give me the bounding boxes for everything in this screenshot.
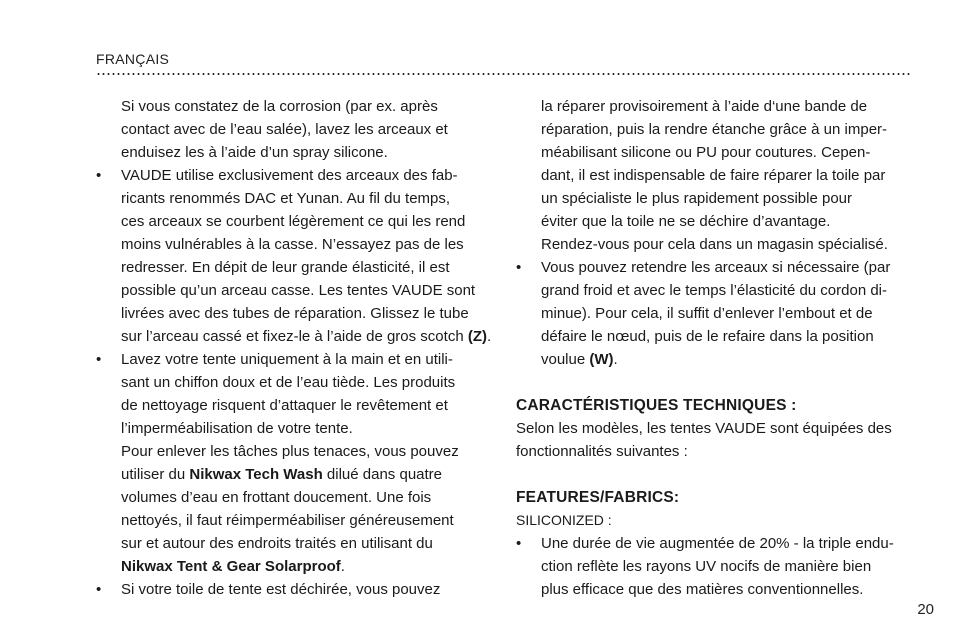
spacer	[516, 463, 916, 486]
bullet-icon: •	[516, 535, 522, 552]
text-fragment: .	[613, 351, 618, 368]
text-line: sur et autour des endroits traités en utilisant du	[121, 535, 433, 552]
reference-label: (Z)	[467, 328, 487, 345]
tech-heading: CARACTÉRISTIQUES TECHNIQUES :	[516, 397, 797, 414]
left-column	[96, 95, 496, 601]
text-line: Si vous constatez de la corrosion (par ex. après	[121, 98, 438, 115]
text-line: enduisez les à l’aide d’un spray silicone.	[121, 144, 388, 161]
text-line: Si votre toile de tente est déchirée, vous pouvez	[121, 581, 441, 598]
text-line: sant un chiffon doux et de l’eau tiède. Les produits	[121, 374, 456, 391]
text-line: Vous pouvez retendre les arceaux si nécessaire (par	[541, 259, 891, 276]
text-line	[541, 348, 916, 371]
text-line: ces arceaux se courbent légèrement ce qui les rend	[121, 213, 466, 230]
text-line: défaire le nœud, puis de le refaire dans la position	[541, 328, 874, 345]
bullet-icon: •	[96, 167, 102, 184]
features-heading: FEATURES/FABRICS:	[516, 489, 680, 506]
text-line: un spécialiste le plus rapidement possible pour	[541, 190, 853, 207]
spacer	[516, 371, 916, 394]
siliconized-label: SILICONIZED :	[516, 512, 612, 528]
dotted-divider	[96, 73, 912, 75]
corrosion-continuation	[96, 95, 496, 164]
language-header: FRANÇAIS	[96, 51, 170, 67]
text-fragment: .	[340, 558, 345, 575]
text-line: minue). Pour cela, il suffit d’enlever l’embout et de	[541, 305, 873, 322]
text-fragment: dilué dans quatre	[322, 466, 443, 483]
text-line: nettoyés, il faut réimperméabiliser généreusement	[121, 512, 454, 529]
text-line: Rendez-vous pour cela dans un magasin spécialisé.	[541, 236, 888, 253]
text-fragment: utiliser du	[121, 466, 190, 483]
bullet-icon: •	[516, 259, 522, 276]
list-item-poles	[96, 164, 496, 348]
bullet-icon: •	[96, 581, 102, 598]
text-line: plus efficace que des matières conventionnelles.	[541, 581, 864, 598]
text-line: fonctionnalités suivantes :	[516, 443, 688, 460]
bullet-icon: •	[96, 351, 102, 368]
text-line: livrées avec des tubes de réparation. Glissez le tube	[121, 305, 469, 322]
text-line: Selon les modèles, les tentes VAUDE sont équipées des	[516, 420, 892, 437]
text-line: dant, il est indispensable de faire réparer la toile par	[541, 167, 886, 184]
product-name: Nikwax Tech Wash	[189, 466, 323, 483]
reference-label: (W)	[589, 351, 614, 368]
text-fragment: sur l’arceau cassé et fixez-le à l’aide de gros scotch	[121, 328, 468, 345]
text-line: ction reflète les rayons UV nocifs de manière bien	[541, 558, 872, 575]
text-line: éviter que la toile ne se déchire d’avantage.	[541, 213, 831, 230]
tear-continuation	[516, 95, 916, 256]
text-line: méabilisant silicone ou PU pour coutures. Cepen-	[541, 144, 871, 161]
list-item-washing	[96, 348, 496, 578]
text-line: possible qu’un arceau casse. Les tentes VAUDE sont	[121, 282, 476, 299]
text-line	[121, 463, 496, 486]
text-line: contact avec de l’eau salée), lavez les arceaux et	[121, 121, 448, 138]
text-line: Lavez votre tente uniquement à la main et en utili-	[121, 351, 453, 368]
text-line: de nettoyage risquent d’attaquer le revêtement et	[121, 397, 448, 414]
text-line	[121, 325, 496, 348]
list-item-siliconized	[516, 532, 916, 601]
text-line: redresser. En dépit de leur grande élasticité, il est	[121, 259, 450, 276]
text-line: ricants renommés DAC et Yunan. Au fil du temps,	[121, 190, 451, 207]
text-fragment: .	[487, 328, 492, 345]
text-line: Une durée de vie augmentée de 20% - la triple endu-	[541, 535, 894, 552]
text-line: VAUDE utilise exclusivement des arceaux des fab-	[121, 167, 458, 184]
text-line: volumes d’eau en frottant doucement. Une fois	[121, 489, 432, 506]
text-line: grand froid et avec le temps l’élasticité du cordon di-	[541, 282, 888, 299]
text-line: la réparer provisoirement à l’aide d‘une bande de	[541, 98, 868, 115]
right-column	[516, 95, 916, 601]
text-line: Pour enlever les tâches plus tenaces, vous pouvez	[121, 443, 459, 460]
text-line: réparation, puis la rendre étanche grâce à un imper-	[541, 121, 888, 138]
page-number: 20	[917, 601, 934, 618]
product-name: Nikwax Tent & Gear Solarproof	[121, 558, 341, 575]
text-fragment: voulue	[541, 351, 590, 368]
list-item-tear	[96, 578, 496, 601]
list-item-retension	[516, 256, 916, 371]
text-line: l’imperméabilisation de votre tente.	[121, 420, 353, 437]
text-line	[121, 555, 496, 578]
text-line: moins vulnérables à la casse. N’essayez pas de les	[121, 236, 464, 253]
